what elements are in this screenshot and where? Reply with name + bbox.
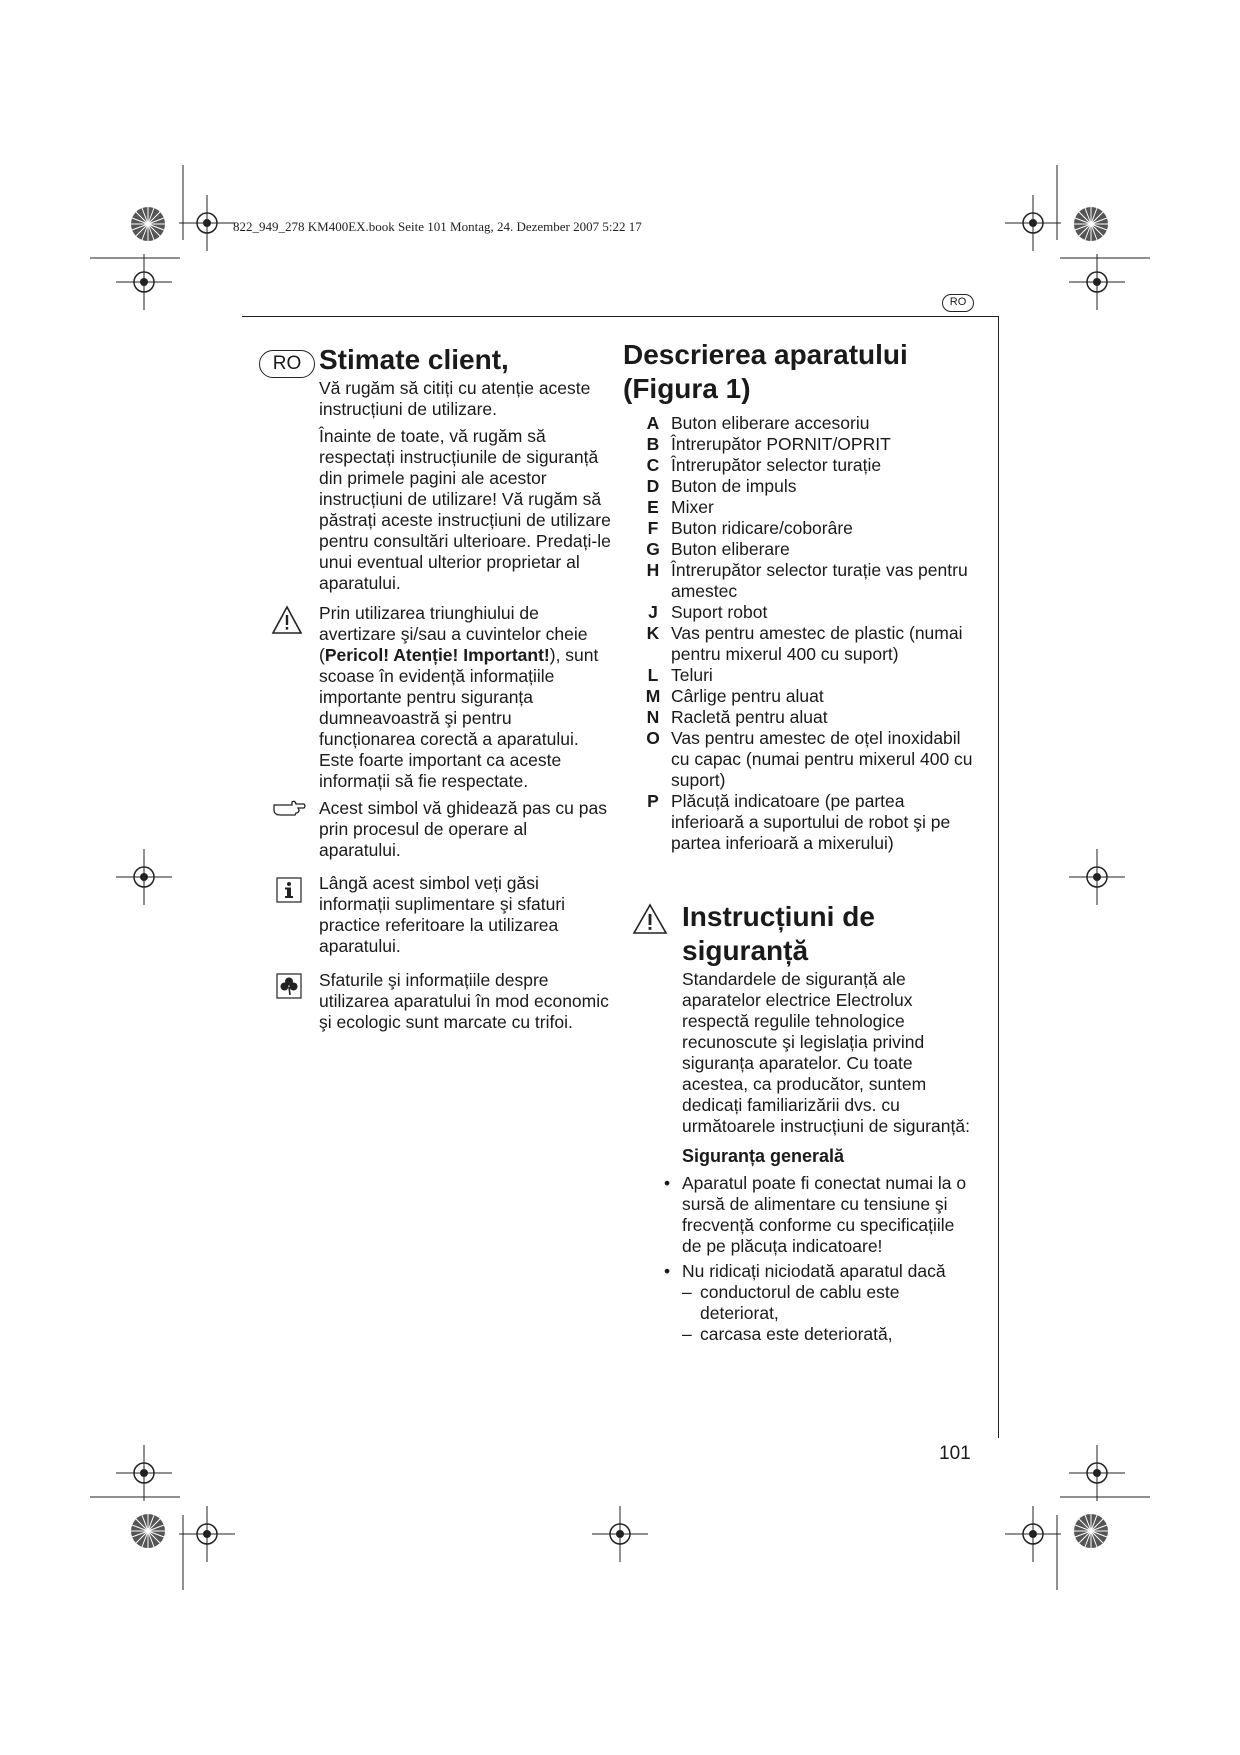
list-item [682, 1324, 976, 1345]
legend-letter: F [647, 518, 659, 538]
safety-intro: Standardele de siguranță ale aparatelor electrice Electrolux respectă regulile tehnologice recunoscute şi legislația privind siguranța aparatelor. Cu toate acestea, ca producător, suntem dedicați familiarizării dvs. cu următoarele instrucțiuni de siguranță: [682, 969, 970, 1136]
language-badge: RO [942, 294, 974, 312]
legend-letter: D [646, 476, 660, 496]
list-item [682, 1282, 976, 1324]
legend-text: Suport robot [671, 602, 768, 622]
legend-text: Vas pentru amestec de plastic (numai pentru mixerul 400 cu suport) [671, 623, 963, 664]
file-header: 822_949_278 KM400EX.book Seite 101 Montag, 24. Dezember 2007 5:22 17 [233, 219, 642, 234]
safety-title-line2: siguranță [682, 935, 809, 966]
warning-keywords: Pericol! Atenție! Important! [324, 645, 550, 665]
legend-row [635, 539, 975, 560]
intro-paragraph-1: Vă rugăm să citiți cu atenție aceste instrucțiuni de utilizare. [319, 378, 591, 419]
legend-row [635, 455, 975, 476]
legend-letter: A [646, 413, 660, 433]
legend-row [635, 728, 975, 791]
legend-letter: H [646, 560, 660, 580]
legend-row [635, 476, 975, 497]
bullet-text: Nu ridicați niciodată aparatul dacă [682, 1261, 946, 1281]
dash-text: conductorul de cablu este deteriorat, [700, 1282, 900, 1323]
legend-text: Buton ridicare/coborâre [671, 518, 853, 538]
dash-text: carcasa este deteriorată, [700, 1324, 893, 1344]
description-title-line2: (Figura 1) [623, 373, 751, 404]
safety-title-line1: Instrucțiuni de [682, 901, 875, 932]
legend-text: Întrerupător selector turație vas pentru amestec [671, 560, 968, 601]
legend-letter: M [645, 686, 661, 706]
legend-row [635, 602, 975, 623]
legend-letter: P [647, 791, 659, 811]
legend-row [635, 560, 975, 602]
legend-text: Vas pentru amestec de oțel inoxidabil cu capac (numai pentru mixerul 400 cu suport) [671, 728, 973, 790]
intro-text [319, 378, 611, 600]
description-title-line1: Descrierea aparatului [623, 339, 908, 370]
legend-row [635, 707, 975, 728]
legend-text: Cârlige pentru aluat [671, 686, 824, 706]
safety-section [664, 969, 976, 1345]
greeting-title: Stimate client, [319, 344, 509, 375]
legend-row [635, 686, 975, 707]
list-item [664, 1261, 976, 1282]
legend-row [635, 434, 975, 455]
legend-letter: B [646, 434, 660, 454]
dash-mark: – [682, 1282, 692, 1302]
info-icon [276, 877, 302, 903]
warning-triangle-icon [632, 903, 668, 935]
legend-letter: G [646, 539, 660, 559]
info-note: Lângă acest simbol veți găsi informații suplimentare şi sfaturi practice referitoare la utilizarea aparatului. [319, 873, 566, 956]
pointing-hand-icon [272, 799, 306, 817]
legend-text: Racletă pentru aluat [671, 707, 828, 727]
legend-row [635, 497, 975, 518]
dash-mark: – [682, 1324, 692, 1344]
legend-row [635, 665, 975, 686]
legend-text: Teluri [671, 665, 713, 685]
legend-row [635, 518, 975, 539]
bullet-mark: • [664, 1173, 671, 1193]
eco-note: Sfaturile şi informațiile despre utilizarea aparatului în mod economic şi ecologic sunt marcate cu trifoi. [319, 970, 609, 1032]
list-item [664, 1173, 976, 1257]
language-badge-large: RO [259, 350, 315, 378]
bullet-text: Aparatul poate fi conectat numai la o sursă de alimentare cu tensiune şi frecvență conforme cu specificațiile de pe plăcuța indicatoare! [682, 1173, 967, 1256]
legend-text: Întrerupător selector turație [671, 455, 882, 475]
bullet-mark: • [664, 1261, 671, 1281]
top-rule [242, 316, 998, 317]
legend-letter: K [646, 623, 660, 643]
legend-letter: N [646, 707, 660, 727]
legend-row [635, 413, 975, 434]
warning-note-post: ), sunt scoase în evidență informațiile importante pentru siguranța dumneavoastră şi pentru funcționarea corectă a aparatului. Este foarte important ca aceste informații să fie respectate. [319, 645, 599, 791]
legend-text: Buton de impuls [671, 476, 797, 496]
step-note: Acest simbol vă ghidează pas cu pas prin procesul de operare al aparatului. [319, 798, 607, 860]
legend-letter: O [646, 728, 660, 748]
legend-letter: E [647, 497, 659, 517]
intro-paragraph-2: Înainte de toate, vă rugăm să respectați instrucțiunile de siguranță din primele pagini ale acestor instrucțiuni de utilizare! Vă rugăm să păstrați aceste instrucțiuni de utilizare pentru consultări ulterioare. Predați-le unui eventual ulterior proprietar al aparatului. [319, 426, 611, 593]
warning-note [319, 603, 611, 792]
clover-icon [276, 973, 302, 999]
right-rule [998, 316, 999, 1438]
legend-row [635, 791, 975, 854]
legend-text: Buton eliberare [671, 539, 790, 559]
safety-title [682, 900, 875, 968]
legend-text: Buton eliberare accesoriu [671, 413, 870, 433]
legend-letter: C [646, 455, 660, 475]
legend-text: Întrerupător PORNIT/OPRIT [671, 434, 891, 454]
legend-letter: J [648, 602, 658, 622]
page-number: 101 [939, 1443, 971, 1464]
legend-text: Plăcuță indicatoare (pe partea inferioară a suportului de robot şi pe partea inferioară a mixerului) [671, 791, 951, 853]
parts-legend [635, 413, 975, 854]
warning-triangle-icon [271, 605, 303, 635]
description-title [623, 338, 908, 406]
legend-row [635, 623, 975, 665]
legend-text: Mixer [671, 497, 714, 517]
general-safety-heading: Siguranța generală [682, 1146, 845, 1166]
warning-note-pre: Prin utilizarea triunghiului de avertizare şi/sau a cuvintelor cheie ( [319, 603, 588, 665]
legend-letter: L [647, 665, 659, 685]
